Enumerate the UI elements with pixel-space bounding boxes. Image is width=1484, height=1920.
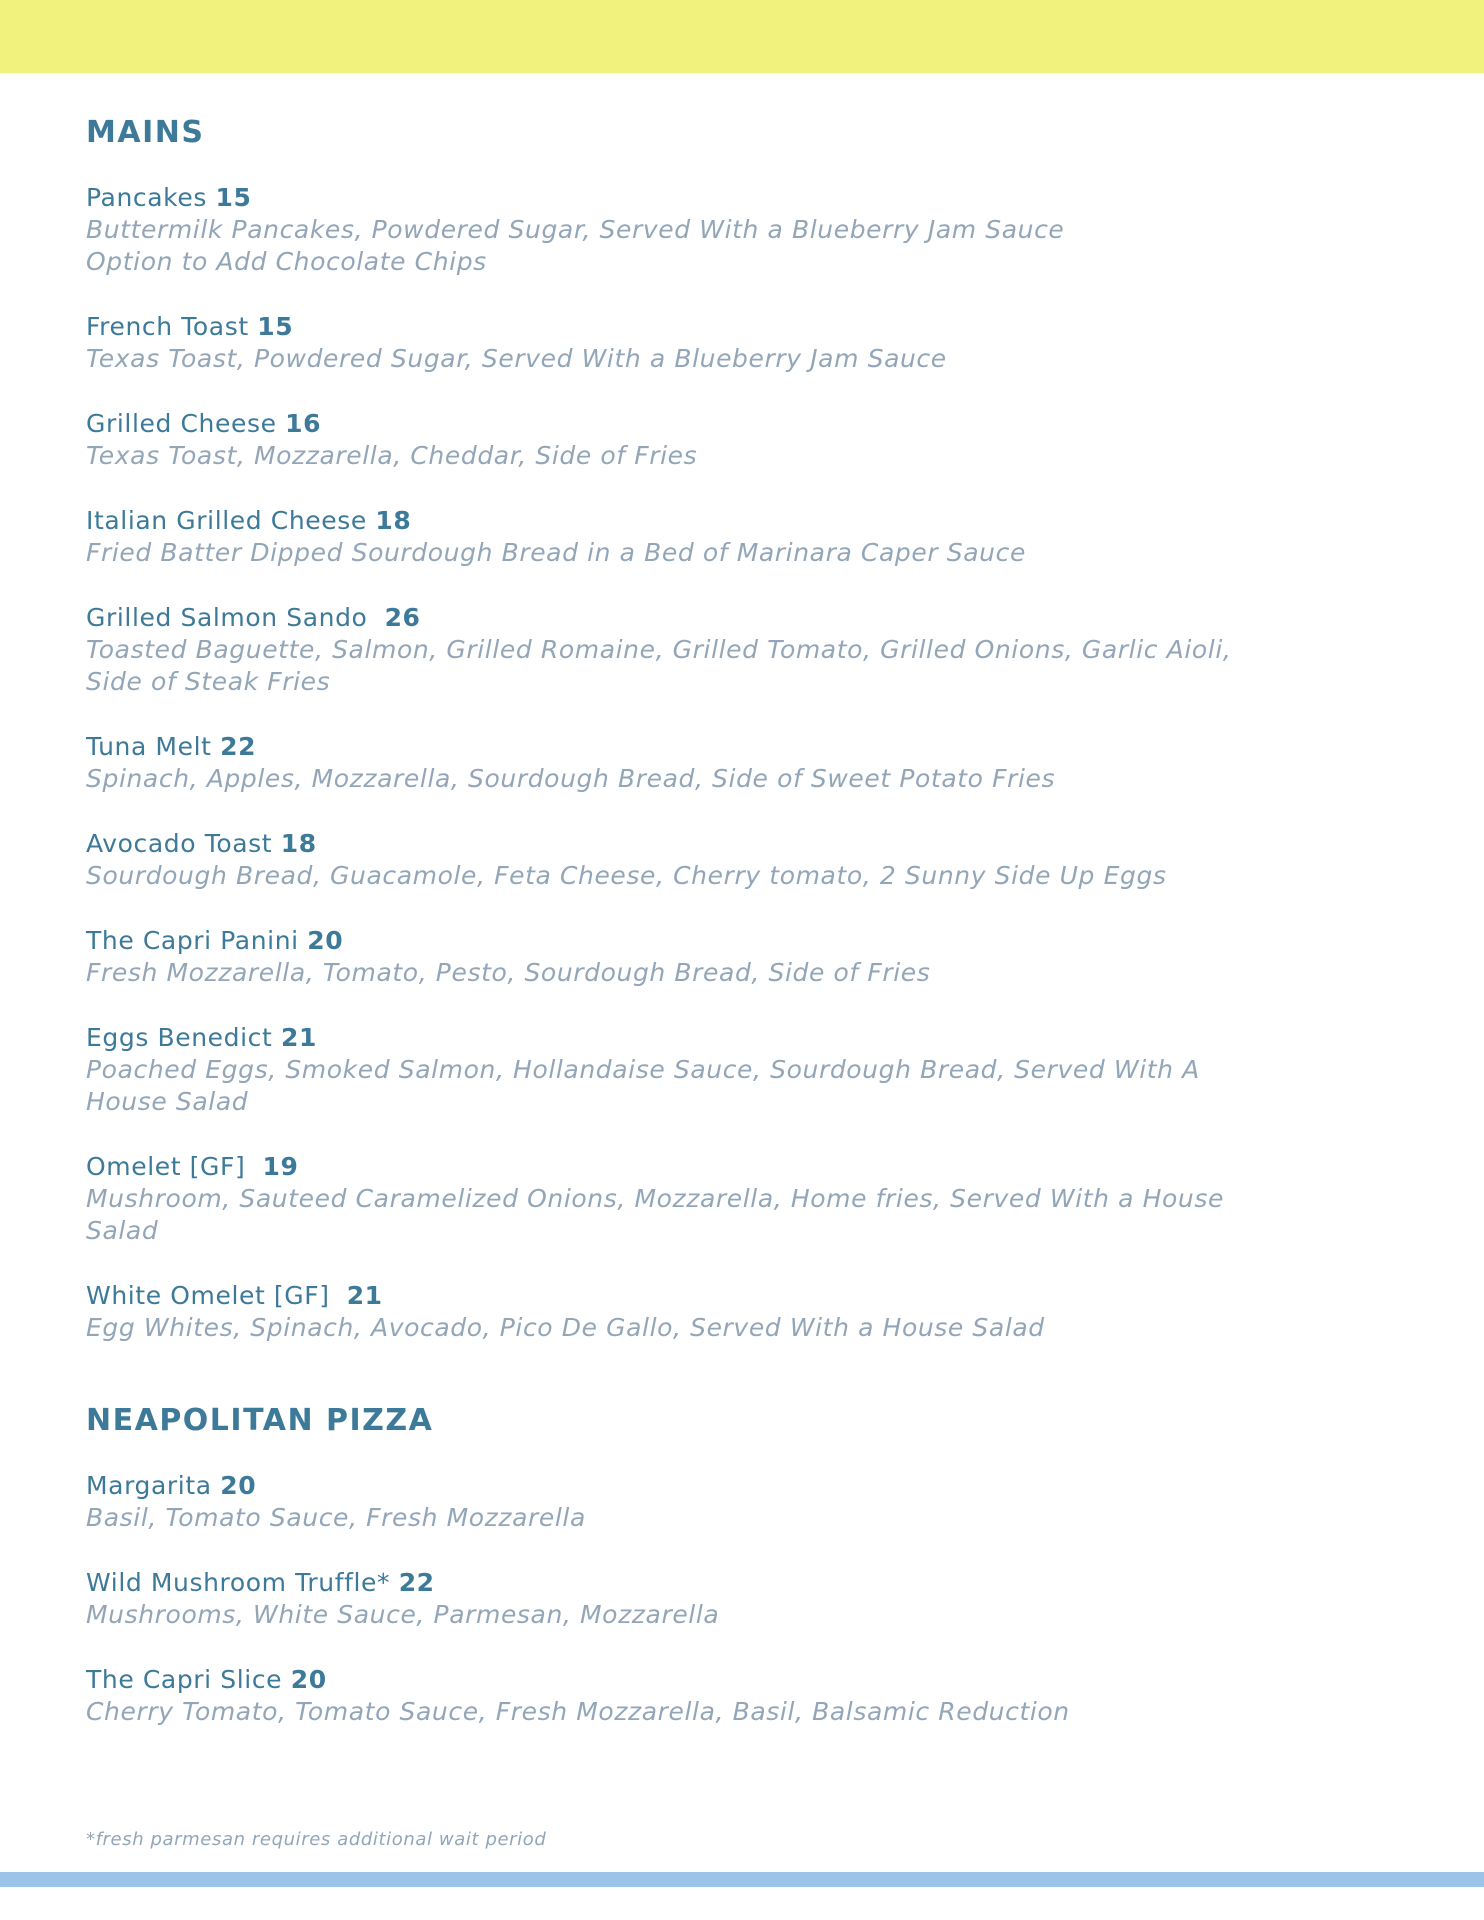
menu-item-price: 21	[346, 1281, 383, 1310]
menu-item-name: Tuna Melt	[86, 732, 212, 761]
menu-item-description: Fresh Mozzarella, Tomato, Pesto, Sourdough Bread, Side of Fries	[86, 958, 931, 987]
menu-item-heading	[86, 602, 1386, 634]
menu-item-name: Grilled Cheese	[86, 409, 277, 438]
menu-item-name: Avocado Toast	[86, 829, 273, 858]
menu-content	[86, 112, 1386, 1761]
menu-item-price: 16	[285, 409, 322, 438]
menu-item-price: 20	[307, 926, 344, 955]
menu-item-description: Salad	[86, 1216, 159, 1245]
menu-item-price: 22	[398, 1568, 435, 1597]
menu-item-price: 20	[220, 1471, 257, 1500]
section-mains	[86, 112, 1386, 1344]
menu-item-price: 15	[215, 183, 252, 212]
menu-item-description: Option to Add Chocolate Chips	[86, 247, 487, 276]
menu-item-name: Margarita	[86, 1471, 212, 1500]
menu-item-description: Basil, Tomato Sauce, Fresh Mozzarella	[86, 1503, 586, 1532]
menu-item	[86, 925, 1386, 989]
menu-item-price: 19	[262, 1152, 299, 1181]
menu-item-name: White Omelet [GF]	[86, 1281, 339, 1310]
menu-item-description: Cherry Tomato, Tomato Sauce, Fresh Mozzarella, Basil, Balsamic Reduction	[86, 1697, 1070, 1726]
menu-item-name: Italian Grilled Cheese	[86, 506, 367, 535]
menu-item-description: Mushrooms, White Sauce, Parmesan, Mozzarella	[86, 1600, 720, 1629]
menu-item-heading	[86, 1151, 1386, 1183]
footnote: *fresh parmesan requires additional wait period	[86, 1829, 547, 1850]
menu-item	[86, 182, 1386, 278]
menu-item	[86, 505, 1386, 569]
menu-item-name: Grilled Salmon Sando	[86, 603, 377, 632]
menu-item-description: Buttermilk Pancakes, Powdered Sugar, Served With a Blueberry Jam Sauce	[86, 215, 1065, 244]
menu-item-name: Wild Mushroom Truffle*	[86, 1568, 391, 1597]
menu-item	[86, 1567, 1386, 1631]
menu-item-name: Eggs Benedict	[86, 1023, 273, 1052]
menu-item-price: 22	[220, 732, 257, 761]
menu-item	[86, 731, 1386, 795]
menu-item	[86, 828, 1386, 892]
menu-item-description: Toasted Baguette, Salmon, Grilled Romaine, Grilled Tomato, Grilled Onions, Garlic Aioli,	[86, 635, 1232, 664]
menu-item	[86, 602, 1386, 698]
menu-item-heading	[86, 182, 1386, 214]
menu-item-description: House Salad	[86, 1087, 249, 1116]
menu-item-heading	[86, 828, 1386, 860]
menu-item-name: Omelet [GF]	[86, 1152, 254, 1181]
menu-item-price: 18	[375, 506, 412, 535]
menu-item-description: Texas Toast, Powdered Sugar, Served With a Blueberry Jam Sauce	[86, 344, 947, 373]
section-title: NEAPOLITAN PIZZA	[86, 1403, 434, 1438]
menu-item-description: Poached Eggs, Smoked Salmon, Hollandaise Sauce, Sourdough Bread, Served With A	[86, 1055, 1200, 1084]
menu-item	[86, 1022, 1386, 1118]
section-neapolitan-pizza	[86, 1400, 1386, 1728]
menu-item-heading	[86, 1280, 1386, 1312]
menu-item	[86, 1151, 1386, 1247]
menu-item	[86, 1280, 1386, 1344]
menu-item-name: French Toast	[86, 312, 249, 341]
menu-item-price: 15	[257, 312, 294, 341]
menu-item-heading	[86, 1022, 1386, 1054]
menu-item-price: 21	[280, 1023, 317, 1052]
menu-item-description: Spinach, Apples, Mozzarella, Sourdough Bread, Side of Sweet Potato Fries	[86, 764, 1056, 793]
menu-item-description: Fried Batter Dipped Sourdough Bread in a Bed of Marinara Caper Sauce	[86, 538, 1026, 567]
menu-item-name: The Capri Panini	[86, 926, 299, 955]
menu-item-price: 26	[384, 603, 421, 632]
menu-item-price: 20	[290, 1665, 327, 1694]
menu-item-description: Sourdough Bread, Guacamole, Feta Cheese, Cherry tomato, 2 Sunny Side Up Eggs	[86, 861, 1167, 890]
menu-item-description: Mushroom, Sauteed Caramelized Onions, Mozzarella, Home fries, Served With a House	[86, 1184, 1224, 1213]
menu-item-heading	[86, 925, 1386, 957]
section-title: MAINS	[86, 115, 205, 150]
menu-item-name: Pancakes	[86, 183, 207, 212]
top-color-band	[0, 0, 1484, 73]
menu-item	[86, 1664, 1386, 1728]
menu-item-heading	[86, 1567, 1386, 1599]
menu-items-list	[86, 182, 1386, 1344]
menu-item-description: Side of Steak Fries	[86, 667, 331, 696]
menu-item-description: Texas Toast, Mozzarella, Cheddar, Side of Fries	[86, 441, 698, 470]
menu-item-heading	[86, 505, 1386, 537]
bottom-color-band	[0, 1872, 1484, 1887]
menu-item	[86, 1470, 1386, 1534]
menu-item-name: The Capri Slice	[86, 1665, 283, 1694]
menu-item-heading	[86, 311, 1386, 343]
menu-item-heading	[86, 731, 1386, 763]
menu-items-list	[86, 1470, 1386, 1728]
menu-item-description: Egg Whites, Spinach, Avocado, Pico De Gallo, Served With a House Salad	[86, 1313, 1045, 1342]
menu-item	[86, 408, 1386, 472]
menu-item-heading	[86, 1470, 1386, 1502]
menu-item-price: 18	[280, 829, 317, 858]
menu-item-heading	[86, 1664, 1386, 1696]
menu-item	[86, 311, 1386, 375]
menu-item-heading	[86, 408, 1386, 440]
